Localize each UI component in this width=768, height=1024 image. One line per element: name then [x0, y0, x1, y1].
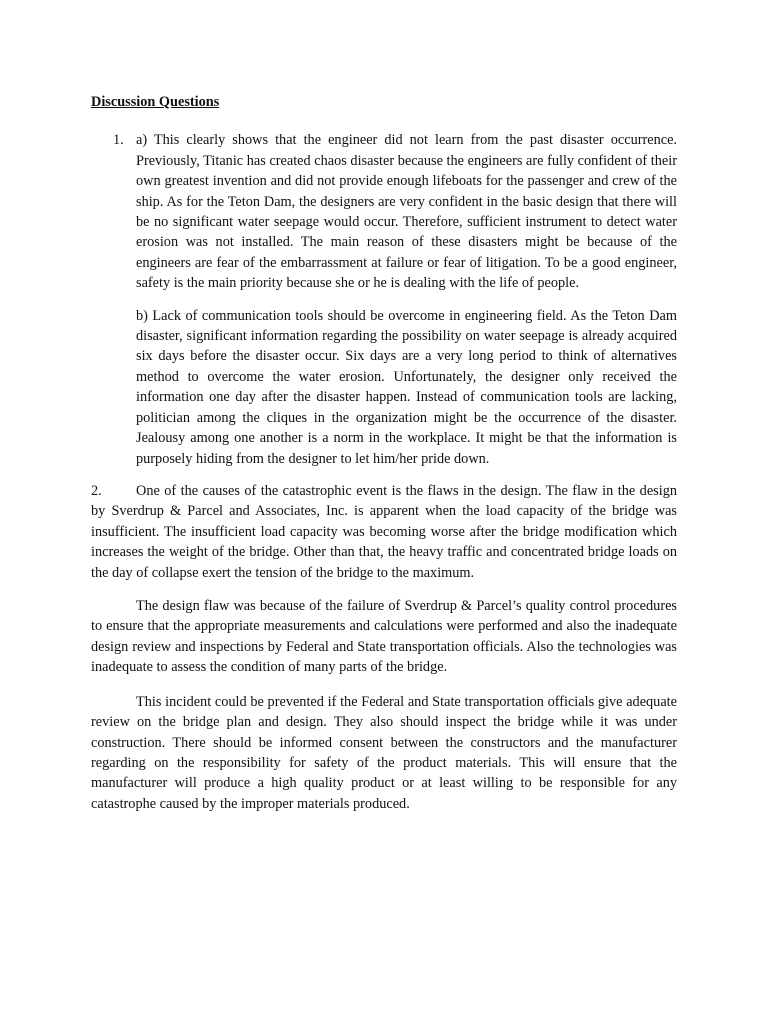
question-1-part-a: a) This clearly shows that the engineer did not learn from the past disaster occurrence. Previously, Titanic has created chaos disaster because the engineers are fully confident of their own greatest invention and did not provide enough lifeboats for the passenger and crew of the ship. As for the Teton Dam, the designers are very confident in the basic design that there will be no significant water seepage would occur. Therefore, sufficient instrument to detect water erosion was not installed. The main reason of these disasters might be because of the engineers are fear of the embarrassment at failure or fear of litigation. To be a good engineer, safety is the main priority because she or he is dealing with the life of people. — [136, 132, 677, 292]
question-2-paragraph-1: One of the causes of the catastrophic event is the flaws in the design. The flaw in the design by Sverdrup & Parcel and Associates, Inc. is apparent when the load capacity of the bridge was insufficient. The insufficient load capacity was becoming worse after the bridge modification which increases the weight of the bridge. Other than that, the heavy traffic and concentrated bridge loads on the day of collapse exert the tension of the bridge to the maximum. — [91, 482, 677, 581]
document-page — [91, 92, 677, 829]
question-2-paragraph-3: This incident could be prevented if the Federal and State transportation officials give adequate review on the bridge plan and design. They also should inspect the bridge while it was under construction. There should be informed consent between the constructors and the manufacturer regarding on the responsibility for safety of the product materials. This will ensure that the manufacturer will produce a high quality product or at least willing to be responsible for any catastrophe caused by the improper materials produced. — [91, 693, 677, 812]
question-1 — [91, 130, 677, 469]
question-2-number: 2. — [91, 482, 102, 499]
question-2 — [91, 481, 677, 583]
question-1-part-b: b) Lack of communication tools should be overcome in engineering field. As the Teton Dam disaster, significant information regarding the possibility on water seepage is already acquired six days before the disaster occur. Six days are a very long period to think of alternatives method to overcome the water erosion. Unfortunately, the designer only received the information one day after the disaster happen. Instead of communication tools are lacking, politician among the cliques in the organization might be the occurrence of the disaster. Jealousy among one another is a norm in the workplace. It might be that the information is purposely hiding from the designer to let him/her pride down. — [136, 307, 677, 467]
discussion-questions-heading: Discussion Questions — [91, 94, 220, 110]
question-2-paragraph-2: The design flaw was because of the failure of Sverdrup & Parcel’s quality control procedures to ensure that the appropriate measurements and calculations were performed and also the inadequate design review and inspections by Federal and State transportation officials. Also the technologies was inadequate to assess the condition of many parts of the bridge. — [91, 597, 677, 676]
question-1-number: 1. — [113, 132, 124, 149]
